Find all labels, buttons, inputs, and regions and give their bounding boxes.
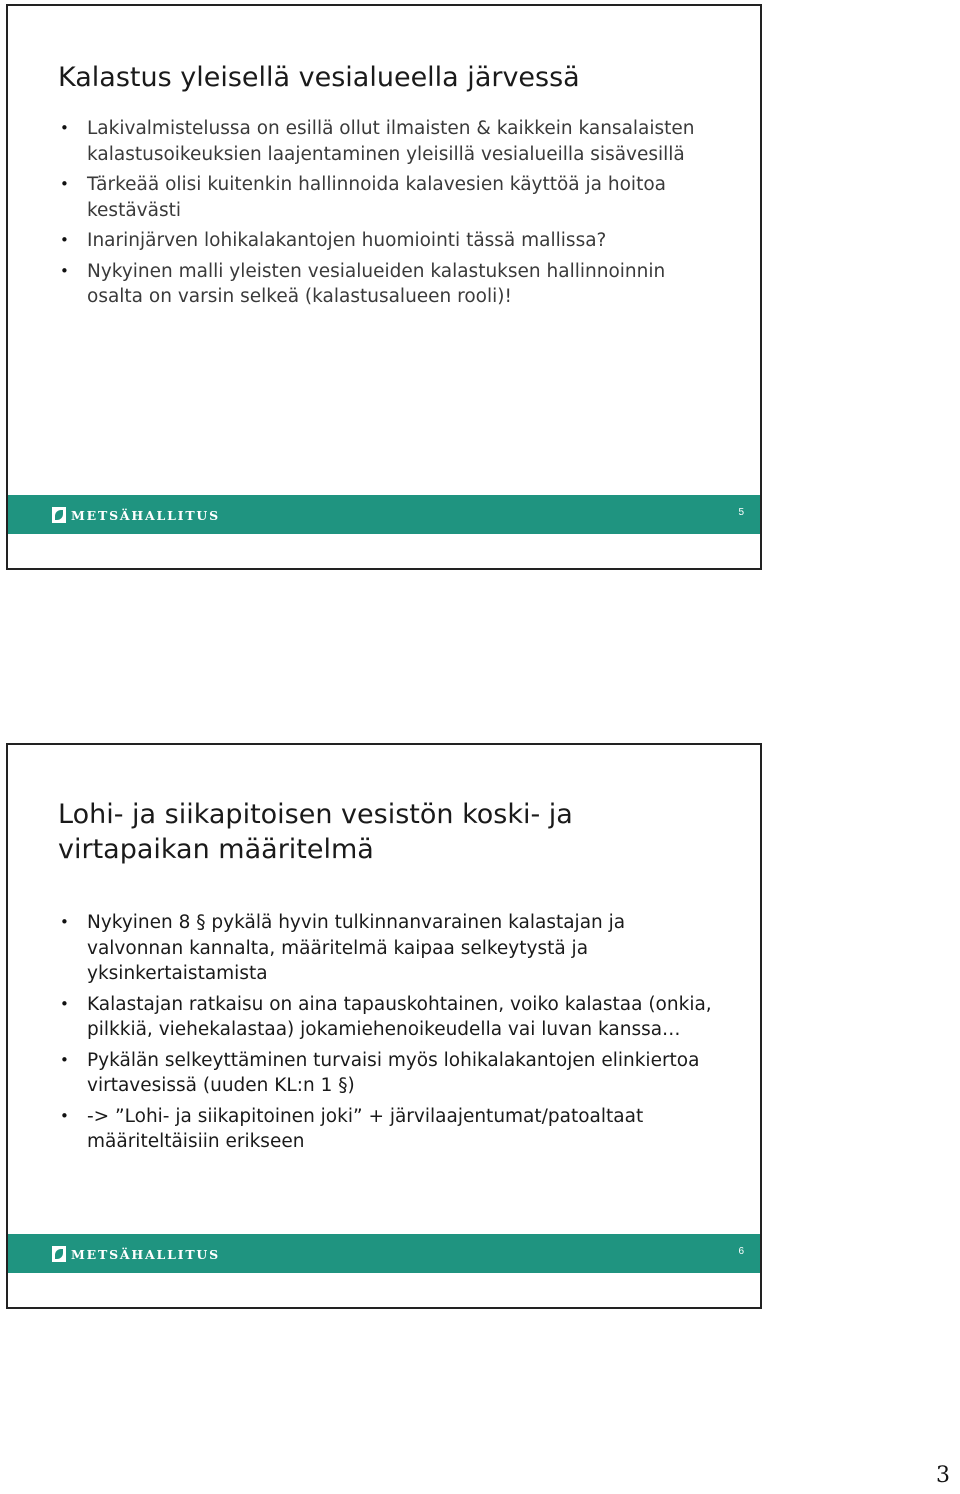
metsahallitus-logo: METSÄHALLITUS <box>52 505 220 525</box>
list-item: • Nykyinen 8 § pykälä hyvin tulkinnanvarainen kalastajan ja valvonnan kannalta, määritelmä kaipaa selkeytystä ja yksinkertaistamista <box>60 912 626 984</box>
list-item: • Inarinjärven lohikalakantojen huomiointi tässä mallissa? <box>58 228 720 254</box>
metsahallitus-logo: METSÄHALLITUS <box>52 1244 220 1264</box>
bullet-dot-icon: • <box>60 913 69 931</box>
list-item: • Lakivalmistelussa on esillä ollut ilmaisten & kaikkein kansalaisten kalastusoikeuksien laajentaminen yleisillä vesialueilla sisävesillä <box>60 118 695 165</box>
slide-6 <box>6 743 762 1309</box>
bullet-dot-icon: • <box>60 231 69 249</box>
bullet-dot-icon: • <box>60 175 69 193</box>
metsahallitus-logo-icon <box>52 1246 66 1262</box>
bullet-dot-icon: • <box>60 994 69 1013</box>
list-item: • Tärkeää olisi kuitenkin hallinnoida kalavesien käyttöä ja hoitoa kestävästi <box>60 174 666 221</box>
list-item: • -> ”Lohi- ja siikapitoinen joki” + järvilaajentumat/patoaltaat määriteltäisiin erikseen <box>60 1105 644 1152</box>
list-item: • Kalastajan ratkaisu on aina tapauskohtainen, voiko kalastaa (onkia, pilkkiä, viehekalastaa) jokamiehenoikeudella vai luvan kanssa… <box>60 993 712 1040</box>
bullet-list <box>58 910 720 1160</box>
slide-footer <box>8 1234 760 1273</box>
sheet-page-number: 3 <box>936 1463 950 1488</box>
slide-footer <box>8 495 760 534</box>
list-item: • Nykyinen malli yleisten vesialueiden kalastuksen hallinnoinnin osalta on varsin selkeä (kalastusalueen rooli)! <box>60 260 666 307</box>
bullet-dot-icon: • <box>60 119 69 137</box>
bullet-dot-icon: • <box>60 1050 69 1069</box>
list-item: • Pykälän selkeyttäminen turvaisi myös lohikalakantojen elinkiertoa virtavesissä (uuden KL:n 1 §) <box>60 1049 700 1096</box>
slide-title: Kalastus yleisellä vesialueella järvessä <box>58 62 580 93</box>
bullet-dot-icon: • <box>60 261 69 280</box>
bullet-list <box>58 116 720 315</box>
bullet-dot-icon: • <box>60 1106 69 1125</box>
slide-5 <box>6 4 762 570</box>
page-number: 6 <box>738 1246 744 1257</box>
metsahallitus-logo-icon <box>52 507 66 523</box>
page-number: 5 <box>738 507 744 518</box>
slide-title: Lohi- ja siikapitoisen vesistön koski- ja virtapaikan määritelmä <box>58 799 573 865</box>
